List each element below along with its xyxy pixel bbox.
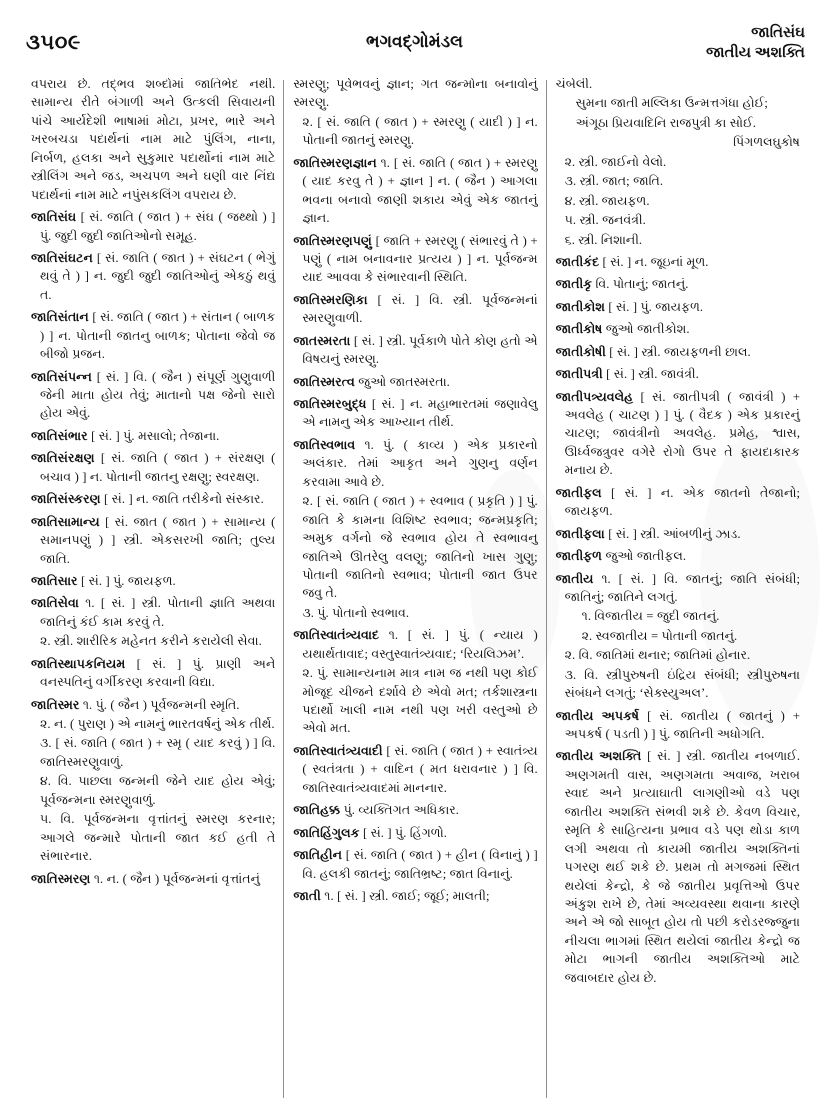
entry-body: [ સં. જાતીય ( જાતનું ) + અપકર્ષ ( પડતી ) ] પું. જાતિની અધોગતિ.: [564, 708, 800, 741]
entry-headword: જાતીપત્રી: [555, 367, 603, 382]
entry-headword: જાતીફલા: [555, 526, 605, 541]
entry-sense: [31, 810, 275, 865]
entry-headword: જાતિસ્મરણજ્ઞાન: [293, 155, 377, 170]
entry-body: [ સં. જાતિ ( જાત ) + સંઘટન ( ભેગું થવું તે ) ] ન. જુદી જુદી જાતિઓનું એકઠું થવું ત.: [40, 250, 276, 302]
column-left: [22, 78, 284, 1100]
dictionary-entry: [31, 655, 275, 692]
entry-body: [ સં. જાતીપત્રી ( જાવંત્રી ) + અવલેહ ( ચાટણ ) ] પું. ( વૈદક ) એક પ્રકારનું ચાટણ; જાવંત્રીનો અવલેહ. પ્રમેહ, શ્વાસ, ઊર્ધ્વજત્રુવર વગેરે રોગો ઉપર તે ફાયદાકારક મનાય છે.: [564, 389, 800, 478]
entry-headword: જાતિસંપન્ન: [31, 369, 92, 384]
entry-headword: જાતીકોશ: [555, 299, 605, 314]
dictionary-entry: [556, 298, 800, 316]
entry-headword: જાતસ્મરતા: [293, 333, 351, 348]
entry-headword: જાતીપત્ર્યવલેહ: [555, 389, 634, 404]
entry-body: [ સં. ] પું. જાયફળ.: [77, 573, 176, 588]
entry-headword: જાતિસ્વાતંત્ર્યવાદ: [293, 628, 380, 643]
entry-body: પું. વ્યક્તિગત અધિકાર.: [340, 803, 459, 818]
entry-body: [ સં. ] વિ. ( જૈન ) સંપૂર્ણ ગુણુવાળી જેની માતા હોય તેવું; માતાનો પક્ષ જેનો સારો હોય એવું.: [40, 369, 276, 421]
dictionary-entry: [556, 707, 800, 744]
entry-body: ચંબેલી.: [555, 78, 593, 91]
column-right: [547, 78, 809, 1100]
entry-body: સ્મરણુ; પૂર્વભવનું જ્ઞાન; ગત જન્મોના બનાવોનું સ્મરણુ.: [293, 78, 538, 110]
entry-sense: [31, 772, 275, 809]
entry-body: ૧. [ સં. ] સ્ત્રી. જાઈ; જૂઈ; માલતી;: [320, 888, 490, 903]
dictionary-entry: [293, 742, 537, 797]
dictionary-entry: [31, 208, 275, 245]
entry-body: ૨. સ્વજાતીય = પોતાની જાતનું.: [581, 628, 738, 643]
entry-headword: જાતી: [293, 888, 321, 903]
entry-body: [ સં. ] સ્ત્રી. પૂર્વકાળે પોતે કોણ હતો એ વિષયનું સ્મરણુ.: [302, 333, 538, 367]
entry-sense: [556, 153, 800, 171]
dictionary-entry: [31, 870, 275, 888]
entry-sense: [293, 664, 537, 738]
entry-body: જુઓ જાતસ્મરતા.: [354, 374, 450, 389]
entry-body: ૩. સ્ત્રી. જાત; જાતિ.: [564, 174, 664, 189]
entry-sense: [556, 211, 800, 229]
entry-body: ૨. પું. સામાન્યનામ માત્ર નામ જ નથી પણ કોઈ મોજૂદ ચીજને દર્શાવે છે એવો મત; તર્કશાસ્ત્રના પદાર્થો ખાલી નામ નથી પણ ખરી વસ્તુઓ છે એવો મત.: [302, 666, 538, 736]
entry-verse: [556, 114, 800, 132]
entry-body: ૪. સ્ત્રી. જાયફળ.: [564, 193, 650, 208]
entry-sub: [556, 627, 800, 645]
entry-sense: [293, 492, 537, 603]
catchword-first: જાતિસંઘ: [751, 25, 805, 41]
dictionary-entry: [31, 490, 275, 508]
entry-headword: જાતિસંભાર: [31, 428, 88, 443]
entry-body: [ સં. ] પું. પ્રાણી અને વનસ્પતિનું વર્ગીકરણ કરવાની વિદ્યા.: [40, 656, 276, 690]
entry-headword: જાતિસ્મરણિકા: [293, 292, 368, 307]
dictionary-entry: [556, 275, 800, 293]
entry-headword: જાતિસેવા: [31, 596, 79, 611]
dictionary-entry: [556, 388, 800, 480]
entry-body: સુમના જાતી મલ્લિકા ઉન્મત્તગંધા હોઈ;: [575, 96, 768, 111]
entry-headword: જાતિસંરક્ષણ: [31, 451, 95, 466]
dictionary-entry: [31, 368, 275, 423]
catchword-block: [706, 24, 805, 64]
entry-sense: [31, 632, 275, 650]
entry-cite: [556, 133, 800, 151]
entry-body: [ સં. ] ન. જૂઇનાં મૂળ.: [599, 254, 709, 269]
entry-body: ૨. [ સં. જાતિ ( જાત ) + સ્વભાવ ( પ્રકૃતિ ) ] પું. જાતિ કે કામના વિશિષ્ટ સ્વભાવ; જન્મપ્રકૃતિ; અમુક વર્ગનો જે સ્વભાવ હોય તે સ્વભાવનુ જાતિએ ઊતરેલુ વલણુ; જાતિનો ખાસ ગુણુ; પોતાની જાતિનો સ્વભાવ; પોતાની જાત ઉપર જવુ તે.: [302, 494, 538, 601]
entry-sense: [31, 734, 275, 771]
entry-headword: જાતીકંદ: [555, 254, 600, 269]
dictionary-entry: [31, 572, 275, 590]
entry-body: ૩. વિ. સ્ત્રીપુરુષની ઇંદ્રિય સંબંધી; સ્ત્રીપુરુષના સંબંધને લગતું; ‘સેક્સ્યુઅલ’.: [564, 667, 800, 701]
entry-body: ૨. [ સં. જાતિ ( જાત ) + સ્મરણુ ( યાદી ) ] ન. પોતાની જાતનું સ્મરણુ.: [302, 114, 538, 148]
entry-headword: જાતિસંઘટન: [31, 250, 93, 265]
entry-headword: જાતીય: [555, 571, 594, 586]
entry-sense: [293, 113, 537, 150]
entry-body: ૩. પું. પોતાનો સ્વભાવ.: [302, 605, 410, 620]
entry-body: [ સં. જાતિ ( જાત ) + સંતાન ( બાળક ) ] ન. પોતાની જાતનુ બાળક; પોતાના જેવો જ બીજો પ્રજન.: [40, 310, 276, 362]
entry-sub: [556, 607, 800, 625]
entry-body: ૫. વિ. પૂર્વજન્મના વૃત્તાંતનું સ્મરણ કરનાર; આગલે જન્મારે પોતાની જાત કઈ હતી તે સંભારનાર.: [40, 812, 276, 864]
entry-headword: જાતિસંતાન: [31, 310, 89, 325]
entry-sense: [293, 604, 537, 622]
catchword-last: જાતીય અશક્તિ: [706, 44, 805, 61]
entry-flow: [31, 78, 275, 204]
column-container: [22, 78, 809, 1100]
dictionary-entry: [293, 332, 537, 369]
entry-body: જુઓ જાતીકોશ.: [602, 322, 690, 337]
dictionary-entry: [31, 427, 275, 445]
entry-body: અંગૂઠા પ્રિયવાદિનિ રાજપુત્રી કા સોઈ.: [575, 115, 756, 130]
entry-flow: [293, 78, 537, 112]
entry-headword: જાતીય અપકર્ષ: [555, 708, 639, 723]
entry-headword: જાતિહક્ક: [293, 803, 341, 818]
entry-body: [ સં. જાતિ ( જાત ) + સંઘ ( જથ્થો ) ] પું. જુદી જુદી જાતિઓનો સમૂહ.: [40, 210, 276, 243]
entry-body: ૩. [ સં. જાતિ ( જાત ) + સ્મૃ ( યાદ કરવું ) ] વિ. જાતિસ્મરણુવાળું.: [40, 736, 276, 769]
entry-headword: જાતિસ્થાપકનિયમ: [31, 656, 126, 671]
entry-sense: [556, 646, 800, 664]
entry-body: [ સં. ] પું. જાયફળ.: [604, 299, 704, 314]
dictionary-entry: [31, 696, 275, 714]
entry-body: ૧. [ સં. ] સ્ત્રી. પોતાની જ્ઞાતિ અથવા જાતિનું કંઈ કામ કરવું તે.: [40, 596, 276, 629]
entry-body: ૧. પું. ( કાવ્ય ) એક પ્રકારનો અલંકાર. તેમાં આકૃત અને ગુણનુ વર્ણન કરવામા આવે છે.: [302, 437, 538, 489]
dictionary-entry: [293, 154, 537, 228]
entry-flow: [556, 78, 800, 93]
dictionary-entry: [31, 594, 275, 631]
entry-sense: [31, 715, 275, 733]
dictionary-entry: [293, 887, 537, 905]
dictionary-entry: [31, 449, 275, 486]
entry-body: [ સં. ] સ્ત્રી. જાતીય નબળાઈ. અણગમતી વાસ, અણગમતા અવાજ, ખરાબ સ્વાદ અને પ્રત્યાઘાતી લાગણીઓ વડે પણ જાતીય અશક્તિ સંભવી શકે છે. કેવળ વિચાર, સ્મૃતિ કે સાહિત્યના પ્રભાવ વડે પણ થોડા કાળ લગી અથવા તો કાયમી જાતીય અશક્તિનાં પગરણ થઈ શકે છે. પ્રથમ તો મગજમાં સ્થિત થયેલાં કેન્દ્રો, કે જે જાતીય પ્રવૃત્તિઓ ઉપર અંકુશ રાખે છે, તેમાં અવ્યવસ્થા થવાના કારણે અને એ જો સાબૂત હોય તો પછી કરોડરજ્જુના નીચલા ભાગમાં સ્થિત થયેલાં જાતીય કેન્દ્રો જ મોટા ભાગની જાતીય અશક્તિઓ માટે જવાબદાર હોય છે.: [564, 749, 800, 985]
entry-body: [ જાતિ + સ્મરણુ ( સંભારવું તે ) + પણું ( નામ બનાવનાર પ્રત્યય ) ] ન. પૂર્વજન્મ યાદ આવવા કે સંભારવાની સ્થિતિ.: [302, 233, 538, 285]
entry-body: ૧. [ સં. ] પું. ( ન્યાય ) યથાર્થતાવાદ; વસ્તુસ્વાતંત્ર્યવાદ; ‘રિયલિઝમ’.: [302, 628, 538, 661]
entry-body: ૧. પું. ( જૈન ) પૂર્વજન્મની સ્મૃતિ.: [79, 697, 240, 712]
entry-sense: [556, 666, 800, 703]
dictionary-entry: [556, 365, 800, 383]
entry-body: ૧. [ સં. ] વિ. જાતનું; જાતિ સંબંધી; જાતિનું; જાતિને લગતું.: [564, 571, 800, 604]
entry-headword: જાતીય અશક્તિ: [555, 749, 642, 764]
entry-body: ૨. સ્ત્રી. શારીરિક મહેનત કરીને કરાયેલી સેવા.: [40, 634, 262, 649]
dictionary-entry: [556, 320, 800, 338]
entry-body: [ સં. ] સ્ત્રી. જાયફળની છાલ.: [605, 344, 751, 359]
entry-body: [ સં. ] પું. મસાલો; તેજાના.: [87, 428, 220, 443]
entry-headword: જાતિહીન: [293, 848, 343, 863]
entry-body: ૧. [ સં. જાતિ ( જાત ) + સ્મરણુ ( યાદ કરવુ તે ) + જ્ઞાન ] ન. ( જૈન ) આગલા ભવના બનાવો જાણી શકાય એવું એક જાતનું જ્ઞાન.: [302, 155, 538, 226]
entry-headword: જાતિસંસ્કરણ: [31, 492, 101, 507]
dictionary-entry: [556, 484, 800, 521]
dictionary-entry: [293, 373, 537, 391]
dictionary-entry: [293, 395, 537, 432]
entry-body: ૫. સ્ત્રી. જનવંત્રી.: [564, 213, 646, 228]
dictionary-entry: [31, 249, 275, 304]
dictionary-entry: [293, 291, 537, 328]
book-title: ભગવદ્ગોમંડલ: [366, 32, 463, 51]
entry-body: પિંગળલઘુકોષ: [733, 135, 800, 150]
entry-headword: જાતિસ્મરત્વ: [293, 374, 355, 389]
entry-sense: [556, 231, 800, 249]
entry-body: [ સં. ] ન. જાતિ તરીકેનો સંસ્કાર.: [100, 492, 264, 507]
page-number: ૩૫૦૯: [26, 30, 81, 54]
entry-headword: જાતિહિંગુલક: [293, 825, 360, 840]
entry-headword: જાતિસ્મરણપણું: [293, 233, 372, 248]
entry-body: વપરાય છે. તદ્ભવ શબ્દોમાં જાતિભેદ નથી. સામાન્ય રીતે બંગાળી અને ઉત્કલી સિવાયની પાંચે આર્યદેશી ભાષામાં મોટા, પ્રખર, ભારે અને ખરબચડા પદાર્થનાં નામ માટે પુંલિંગ, નાના, નિર્બળ, હલકા અને સુકુમાર પદાર્થોનાં નામ માટે સ્ત્રીલિંગ અને જડ, અચપળ અને ઘણી વાર નિંદ્ય પદાર્થનાં નામ માટે નપુંસકલિંગ વપરાય છે.: [31, 78, 276, 202]
entry-headword: જાતિસ્વાતંત્ર્યવાદી: [293, 743, 383, 758]
entry-headword: જાતીફલ: [555, 485, 602, 500]
entry-body: [ સં. જાતિ ( જાત ) + હીન ( વિનાનું ) ] વિ. હલકી જાતનું; જાતિભ્રષ્ટ; જાત વિનાનું.: [302, 848, 538, 881]
dictionary-entry: [293, 801, 537, 819]
entry-body: ૨. વિ. જાતિમાં થનાર; જાતિમાં હોનાર.: [564, 648, 751, 663]
entry-headword: જાતિસ્મરણ: [31, 871, 91, 886]
entry-headword: જાતિસ્મરબુદ્ધ: [293, 397, 367, 411]
entry-body: [ સં. ] સ્ત્રી. આંબળીનું ઝાડ.: [604, 526, 741, 541]
entry-body: [ સં. ] ન. મહાભારતમાં જણાવેલુ એ નામનુ એક આખ્યાન તીર્થ.: [302, 397, 538, 430]
entry-body: [ સં. ] પું. હિંગળો.: [359, 825, 447, 840]
dictionary-entry: [293, 846, 537, 883]
entry-body: [ સં. ] સ્ત્રી. જાવંત્રી.: [602, 367, 699, 382]
dictionary-entry: [293, 626, 537, 663]
entry-body: [ સં. જાત ( જાત ) + સામાન્ય ( સમાનપણું ) ] સ્ત્રી. એકસરખી જાતિ; તુલ્ય જાતિ.: [40, 514, 276, 566]
entry-body: [ સં. જાતિ ( જાત ) + સંરક્ષણ ( બચાવ ) ] ન. પોતાની જાતનુ રક્ષણુ; સ્વરક્ષણ.: [40, 451, 276, 484]
entry-headword: જાતીકોષી: [555, 344, 606, 359]
entry-headword: જાતિસ્મર: [31, 697, 80, 712]
entry-headword: જાતિસ્વભાવ: [293, 437, 356, 452]
running-head: [24, 22, 805, 78]
dictionary-entry: [556, 747, 800, 987]
entry-body: ૨. ન. ( પુરાણ ) એ નામનું ભારતવર્ષનું એક તીર્થ.: [40, 717, 275, 731]
entry-body: [ સં. ] વિ. સ્ત્રી. પૂર્વજન્મનાં સ્મરણુવાળી.: [302, 292, 538, 326]
dictionary-entry: [31, 308, 275, 363]
dictionary-entry: [556, 547, 800, 565]
entry-headword: જાતીકોષ: [555, 322, 603, 337]
entry-body: ૨. સ્ત્રી. જાઈનો વેલો.: [564, 154, 667, 169]
entry-body: ૧. ન. ( જૈન ) પૂર્વજન્મનાં વૃત્તાંતનું: [90, 871, 260, 886]
column-center: [284, 78, 546, 1100]
entry-headword: જાતીફળ: [555, 549, 602, 564]
dictionary-entry: [556, 570, 800, 607]
dictionary-entry: [293, 232, 537, 287]
entry-headword: જાતિસંઘ: [31, 210, 77, 225]
dictionary-entry: [556, 343, 800, 361]
dictionary-entry: [31, 513, 275, 568]
entry-body: ૬. સ્ત્રી. નિશાની.: [564, 232, 643, 247]
dictionary-entry: [293, 824, 537, 842]
dictionary-entry: [556, 253, 800, 271]
entry-verse: [556, 94, 800, 112]
entry-sense: [556, 192, 800, 210]
entry-body: ૪. વિ. પાછલા જન્મની જેને યાદ હોય એવું; પૂર્વજન્મના સ્મરણુવાળું.: [40, 774, 276, 807]
entry-body: વિ. પોતાનું; જાતનું.: [592, 277, 689, 292]
entry-headword: જાતિસાર: [31, 573, 78, 588]
entry-body: [ સં. જાતિ ( જાત ) + સ્વાતંત્ર્ય ( સ્વતંત્રતા ) + વાદિન ( મત ધરાવનાર ) ] વિ. જાતિસ્વાતંત્ર્યવાદમાં માનનાર.: [302, 743, 538, 795]
entry-body: જુઓ જાતીફલ.: [602, 549, 687, 564]
entry-body: [ સં. ] ન. એક જાતનો તેજાનો; જાયફળ.: [564, 485, 800, 519]
entry-headword: જાતીકૃ: [555, 277, 593, 292]
entry-sense: [556, 172, 800, 190]
dictionary-entry: [293, 436, 537, 491]
entry-body: ૧. વિજાતીય = જુદી જાતનું.: [581, 609, 720, 624]
dictionary-entry: [556, 525, 800, 543]
entry-headword: જાતિસામાન્ય: [31, 514, 100, 529]
